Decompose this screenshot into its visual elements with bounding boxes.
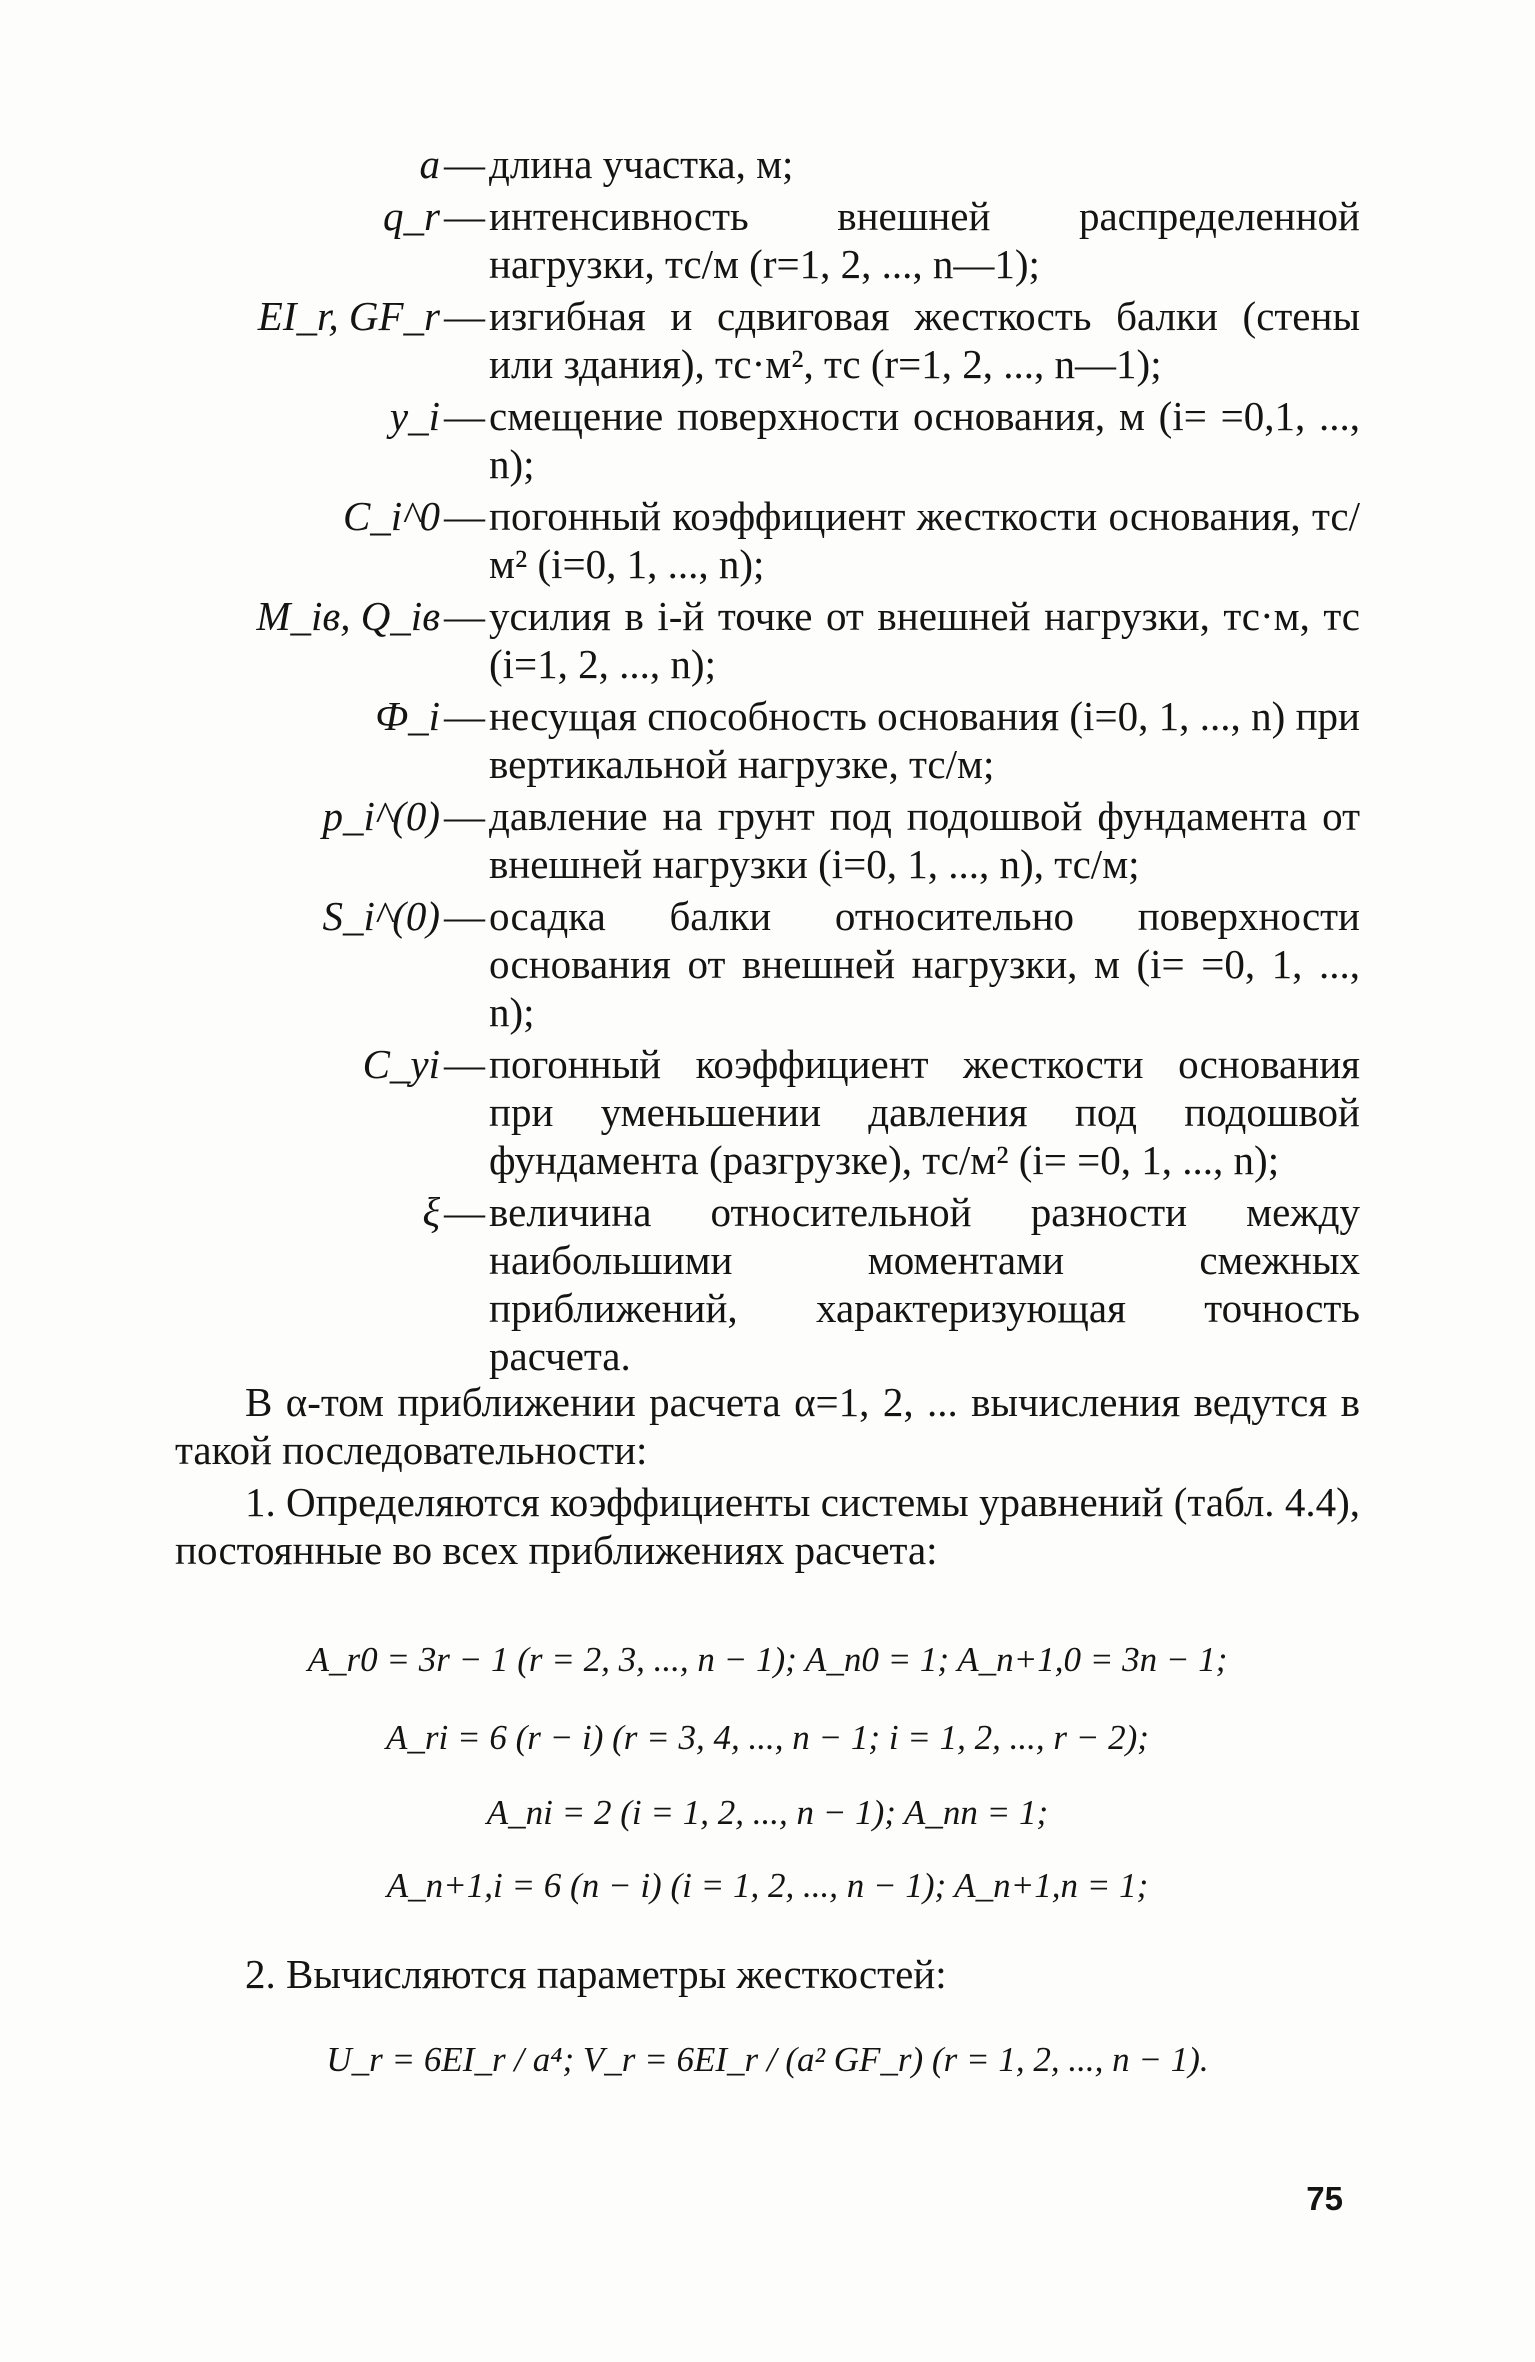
definition-text: усилия в i-й точке от внешней нагрузки, тс·м, тс (i=1, 2, ..., n);: [489, 593, 1360, 687]
symbol: y_i: [389, 393, 440, 439]
definition-text: погонный коэффициент жесткости основания при уменьшении давления под подошвой фундамента (разгрузке), тс/м² (i= =0, 1, ..., n);: [489, 1041, 1360, 1183]
step-1-text: 1. Определяются коэффициенты системы уравнений (табл. 4.4), постоянные во всех приближениях расчета:: [175, 1479, 1360, 1573]
dash: —: [444, 141, 485, 187]
dash: —: [444, 1041, 485, 1087]
page-number: 75: [1306, 2180, 1343, 2217]
symbol: p_i^(0): [322, 793, 440, 839]
definition-text: давление на грунт под подошвой фундамента от внешней нагрузки (i=0, 1, ..., n), тс/м;: [489, 793, 1360, 887]
definition-item: [175, 692, 1360, 788]
notation-list: [175, 140, 1360, 1384]
intro-paragraph: [175, 1378, 1360, 1474]
definition-text: смещение поверхности основания, м (i= =0,1, ..., n);: [489, 393, 1360, 487]
symbol: EI_r, GF_r: [257, 293, 440, 339]
symbol: C_yi: [362, 1041, 440, 1087]
definition-item: [175, 192, 1360, 288]
step-1-paragraph: [175, 1478, 1360, 1574]
symbol: S_i^(0): [322, 893, 440, 939]
definition-item: [175, 492, 1360, 588]
step-2-text: 2. Вычисляются параметры жесткостей:: [245, 1951, 947, 1997]
dash: —: [444, 393, 485, 439]
definition-item: [175, 1188, 1360, 1380]
definition-item: [175, 592, 1360, 688]
intro-text: В α-том приближении расчета α=1, 2, ... вычисления ведутся в такой последовательности:: [175, 1379, 1360, 1473]
formula-coefficients-r0: A_r0 = 3r − 1 (r = 2, 3, ..., n − 1); A_n0 = 1; A_n+1,0 = 3n − 1;: [307, 1640, 1228, 1679]
definition-item: [175, 792, 1360, 888]
dash: —: [444, 1189, 485, 1235]
definition-item: [175, 140, 1360, 188]
dash: —: [444, 693, 485, 739]
definition-item: [175, 392, 1360, 488]
definition-text: интенсивность внешней распределенной нагрузки, тс/м (r=1, 2, ..., n—1);: [489, 193, 1360, 287]
symbol: C_i^0: [342, 493, 440, 539]
dash: —: [444, 493, 485, 539]
definition-text: несущая способность основания (i=0, 1, ..., n) при вертикальной нагрузке, тс/м;: [489, 693, 1360, 787]
symbol: a: [419, 141, 440, 187]
definition-item: [175, 292, 1360, 388]
definition-item: [175, 892, 1360, 1036]
dash: —: [444, 893, 485, 939]
definition-text: величина относительной разности между наибольшими моментами смежных приближений, характеризующая точность расчета.: [489, 1189, 1360, 1379]
symbol: ξ: [422, 1189, 440, 1235]
dash: —: [444, 293, 485, 339]
definition-text: осадка балки относительно поверхности основания от внешней нагрузки, м (i= =0, 1, ..., n);: [489, 893, 1360, 1035]
definition-item: [175, 1040, 1360, 1184]
formula-coefficients-ni: A_ni = 2 (i = 1, 2, ..., n − 1); A_nn = 1;: [486, 1793, 1049, 1832]
dash: —: [444, 793, 485, 839]
definition-text: изгибная и сдвиговая жесткость балки (стены или здания), тс·м², тс (r=1, 2, ..., n—1);: [489, 293, 1360, 387]
formula-stiffness-parameters: U_r = 6EI_r / a⁴; V_r = 6EI_r / (a² GF_r) (r = 1, 2, ..., n − 1).: [326, 2040, 1209, 2079]
symbol: q_r: [383, 193, 440, 239]
symbol: M_iв, Q_iв: [256, 593, 440, 639]
formula-coefficients-ri: A_ri = 6 (r − i) (r = 3, 4, ..., n − 1; i = 1, 2, ..., r − 2);: [386, 1718, 1149, 1757]
symbol: Ф_i: [375, 693, 440, 739]
definition-text: длина участка, м;: [489, 141, 794, 187]
dash: —: [444, 193, 485, 239]
definition-text: погонный коэффициент жесткости основания, тс/м² (i=0, 1, ..., n);: [489, 493, 1360, 587]
step-2-paragraph: [175, 1950, 1360, 1998]
dash: —: [444, 593, 485, 639]
formula-coefficients-n1i: A_n+1,i = 6 (n − i) (i = 1, 2, ..., n − 1); A_n+1,n = 1;: [386, 1866, 1149, 1905]
